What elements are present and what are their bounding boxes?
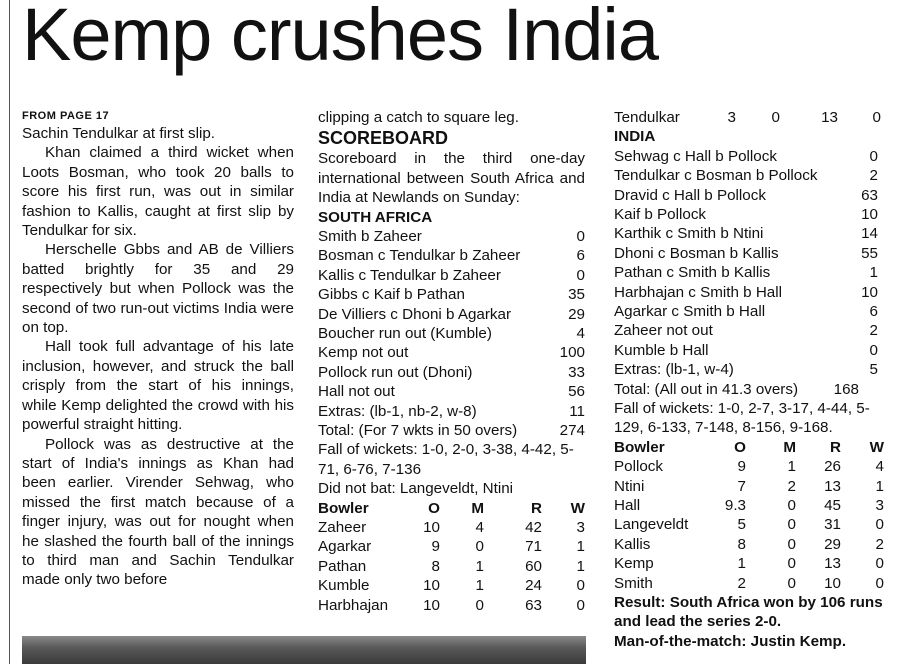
- bowling-row: [614, 535, 884, 554]
- batting-row: [614, 360, 878, 379]
- bowling-row: [614, 477, 884, 496]
- bowling-cell: 8: [737, 535, 746, 553]
- story-paragraph: Herschelle Gbbs and AB de Villiers batted brightly for 35 and 29 respectively but when Pollock was the second of two run-out victims India were on top.: [22, 241, 294, 337]
- batsman-runs: 5: [869, 361, 878, 379]
- bowling-cell: 0: [787, 516, 796, 534]
- bowling-header-cell: W: [869, 438, 884, 456]
- bowling-cell: Ntini: [614, 477, 645, 495]
- batting-row: [614, 166, 878, 185]
- bowling-cell: 9.3: [724, 496, 746, 514]
- bowling-cell: 1: [787, 458, 796, 476]
- bowling-cell: 24: [525, 577, 542, 595]
- batsman-dismissal: Zaheer not out: [614, 322, 713, 340]
- bowling-cell: 2: [875, 535, 884, 553]
- team-heading-south-africa: SOUTH AFRICA: [318, 208, 433, 226]
- bowling-cell: 7: [737, 477, 746, 495]
- batsman-runs: 2: [869, 322, 878, 340]
- bowling-cell: 1: [576, 538, 585, 556]
- batting-row: [318, 246, 585, 265]
- bowling-cell: Pathan: [318, 557, 367, 575]
- bowling-row: [614, 457, 884, 476]
- continued-from-kicker: FROM PAGE 17: [22, 110, 110, 122]
- batsman-runs: 0: [576, 228, 585, 246]
- bowling-cell: 3: [727, 109, 736, 126]
- bowling-cell: 5: [737, 516, 746, 534]
- batsman-dismissal: Extras: (lb-1, nb-2, w-8): [318, 402, 477, 420]
- bowling-cell: 2: [737, 574, 746, 592]
- batting-row: [318, 382, 585, 401]
- batting-row: [614, 341, 878, 360]
- batsman-dismissal: Gibbs c Kaif b Pathan: [318, 286, 465, 304]
- batsman-runs: 0: [869, 147, 878, 165]
- batting-row: [318, 266, 585, 285]
- bowling-cell: 71: [525, 538, 542, 556]
- bowling-cell: Kallis: [614, 535, 651, 553]
- bowling-header-row: [614, 438, 884, 457]
- bowling-row: [614, 515, 884, 534]
- batsman-dismissal: Sehwag c Hall b Pollock: [614, 147, 777, 165]
- story-paragraph: clipping a catch to square leg.: [318, 109, 519, 126]
- story-paragraph: Khan claimed a third wicket when Loots Bosman, who took 20 balls to score his first run, was out in similar fashion to Kallis, caught at first slip by Tendulkar for six.: [22, 144, 294, 240]
- bowling-table-continued: [614, 108, 881, 127]
- batsman-dismissal: Pathan c Smith b Kallis: [614, 264, 771, 282]
- page-border-rule: [9, 0, 10, 664]
- bowling-row: [318, 576, 585, 595]
- bowling-cell: 13: [824, 477, 841, 495]
- bowling-header-cell: M: [783, 438, 796, 456]
- batsman-dismissal: Pollock run out (Dhoni): [318, 363, 473, 381]
- batting-list-south-africa: [318, 227, 585, 421]
- bowling-header-cell: O: [428, 499, 440, 517]
- batting-list-india: [614, 147, 884, 380]
- bowling-cell: 4: [875, 458, 884, 476]
- bowling-cell: Zaheer: [318, 518, 367, 536]
- bowling-cell: 13: [821, 109, 838, 126]
- total-runs: 168: [833, 380, 859, 398]
- did-not-bat: Did not bat: Langeveldt, Ntini: [318, 480, 514, 498]
- batsman-dismissal: Boucher run out (Kumble): [318, 324, 492, 342]
- bowling-cell: 3: [576, 518, 585, 536]
- batting-row: [614, 186, 878, 205]
- batsman-runs: 29: [568, 305, 585, 323]
- batsman-dismissal: Kallis c Tendulkar b Zaheer: [318, 266, 501, 284]
- batsman-runs: 4: [576, 324, 585, 342]
- batsman-runs: 0: [869, 341, 878, 359]
- total-row: [318, 421, 585, 440]
- bowling-cell: 0: [576, 577, 585, 595]
- bowling-row: [318, 518, 585, 537]
- bowling-row: [318, 557, 585, 576]
- batsman-runs: 1: [869, 264, 878, 282]
- batting-row: [614, 147, 878, 166]
- total-label: Total: (For 7 wkts in 50 overs): [318, 421, 518, 439]
- batsman-runs: 10: [861, 283, 878, 301]
- bowling-cell: 13: [824, 555, 841, 573]
- bowling-header-cell: R: [531, 499, 542, 517]
- total-row: [614, 380, 859, 399]
- match-result: Result: South Africa won by 106 runs and lead the series 2-0.: [614, 593, 883, 631]
- batsman-dismissal: Kaif b Pollock: [614, 205, 707, 223]
- story-paragraph: Hall took full advantage of his late inclusion, however, and struck the ball crisply from the start of his innings, while Kemp delighted the crowd with his powerful straight hitting.: [22, 338, 294, 434]
- bowling-cell: Smith: [614, 574, 653, 592]
- batting-row: [318, 402, 585, 421]
- bowling-header-cell: M: [471, 499, 484, 517]
- batsman-runs: 2: [869, 167, 878, 185]
- batsman-dismissal: Smith b Zaheer: [318, 228, 422, 246]
- batting-row: [318, 285, 585, 304]
- bowling-cell: 9: [431, 538, 440, 556]
- bowling-cell: 0: [475, 596, 484, 614]
- batsman-runs: 100: [559, 344, 585, 362]
- batsman-runs: 6: [869, 302, 878, 320]
- bowling-cell: 1: [576, 557, 585, 575]
- bowling-header-cell: O: [734, 438, 746, 456]
- batsman-dismissal: Agarkar c Smith b Hall: [614, 302, 766, 320]
- bowling-cell: 4: [475, 518, 484, 536]
- bowling-cell: Harbhajan: [318, 596, 389, 614]
- bowling-header-cell: Bowler: [614, 438, 665, 456]
- bowling-cell: 0: [875, 574, 884, 592]
- batting-row: [614, 263, 878, 282]
- batting-row: [318, 324, 585, 343]
- batting-row: [614, 302, 878, 321]
- bowling-header-row: [318, 499, 585, 518]
- story-column-3: [614, 108, 884, 651]
- batting-row: [614, 205, 878, 224]
- bowling-cell: 1: [875, 477, 884, 495]
- team-heading-india: INDIA: [614, 128, 656, 146]
- batting-row: [614, 321, 878, 340]
- bowling-cell: 10: [824, 574, 841, 592]
- bowling-cell: 0: [787, 496, 796, 514]
- bowling-header-cell: W: [570, 499, 585, 517]
- batsman-dismissal: Dravid c Hall b Pollock: [614, 186, 766, 204]
- batsman-dismissal: Harbhajan c Smith b Hall: [614, 283, 782, 301]
- batsman-dismissal: Tendulkar c Bosman b Pollock: [614, 167, 818, 185]
- bowling-cell: 0: [875, 516, 884, 534]
- story-column-2: [318, 108, 585, 615]
- bowling-table-south-africa-bowlers: [614, 438, 884, 593]
- batting-row: [318, 343, 585, 362]
- bowling-cell: 1: [475, 577, 484, 595]
- batsman-runs: 14: [861, 225, 878, 243]
- bowling-header-cell: Bowler: [318, 499, 369, 517]
- batting-row: [318, 227, 585, 246]
- bowling-cell: Kemp: [614, 555, 654, 573]
- batting-row: [318, 305, 585, 324]
- batsman-dismissal: Hall not out: [318, 383, 395, 401]
- batsman-dismissal: Kumble b Hall: [614, 341, 709, 359]
- man-of-the-match: Man-of-the-match: Justin Kemp.: [614, 632, 847, 650]
- bowling-table-india-bowlers: [318, 499, 585, 615]
- bowling-cell: 0: [872, 109, 881, 126]
- batsman-dismissal: Dhoni c Bosman b Kallis: [614, 244, 779, 262]
- batsman-runs: 55: [861, 244, 878, 262]
- batsman-runs: 56: [568, 383, 585, 401]
- bowling-row: [318, 596, 585, 615]
- batsman-dismissal: Kemp not out: [318, 344, 409, 362]
- bowling-cell: 0: [576, 596, 585, 614]
- bowling-cell: 26: [824, 458, 841, 476]
- bowling-cell: 9: [737, 458, 746, 476]
- bowling-cell: Agarkar: [318, 538, 372, 556]
- batsman-runs: 0: [576, 266, 585, 284]
- bowling-cell: 0: [787, 574, 796, 592]
- bowling-header-cell: R: [830, 438, 841, 456]
- photo-strip: [22, 636, 586, 664]
- bowling-row: [318, 537, 585, 556]
- batsman-dismissal: Bosman c Tendulkar b Zaheer: [318, 247, 521, 265]
- batting-row: [318, 363, 585, 382]
- batsman-runs: 10: [861, 205, 878, 223]
- batting-row: [614, 224, 878, 243]
- batsman-dismissal: Karthik c Smith b Ntini: [614, 225, 764, 243]
- story-paragraph: Sachin Tendulkar at first slip.: [22, 125, 216, 142]
- bowling-cell: 45: [824, 496, 841, 514]
- bowling-cell: Hall: [614, 496, 641, 514]
- bowling-cell: 0: [787, 535, 796, 553]
- bowling-row: [614, 574, 884, 593]
- total-label: Total: (All out in 41.3 overs): [614, 380, 799, 398]
- bowling-cell: 60: [525, 557, 542, 575]
- bowling-cell: 29: [824, 535, 841, 553]
- batsman-runs: 35: [568, 286, 585, 304]
- scoreboard-intro: Scoreboard in the third one-day international between South Africa and India at Newlands on Sunday:: [318, 150, 585, 207]
- batsman-runs: 33: [568, 363, 585, 381]
- bowling-cell: 10: [423, 518, 440, 536]
- batsman-dismissal: Extras: (lb-1, w-4): [614, 361, 734, 379]
- bowling-cell: 63: [525, 596, 542, 614]
- batsman-dismissal: De Villiers c Dhoni b Agarkar: [318, 305, 512, 323]
- headline: Kemp crushes India: [22, 0, 659, 76]
- bowling-cell: 1: [475, 557, 484, 575]
- fall-of-wickets: Fall of wickets: 1-0, 2-0, 3-38, 4-42, 5-71, 6-76, 7-136: [318, 441, 574, 478]
- bowling-cell: 3: [875, 496, 884, 514]
- bowling-cell: 2: [787, 477, 796, 495]
- bowling-cell: 31: [824, 516, 841, 534]
- bowling-row: [614, 108, 881, 127]
- bowling-cell: 8: [431, 557, 440, 575]
- bowling-cell: 0: [875, 555, 884, 573]
- bowling-cell: 10: [423, 596, 440, 614]
- bowling-cell: Langeveldt: [614, 516, 689, 534]
- batsman-runs: 6: [576, 247, 585, 265]
- bowling-cell: 42: [525, 518, 542, 536]
- story-column-1: [22, 108, 294, 590]
- story-paragraph: Pollock was as destructive at the start of India's innings as Khan had been earlier. Virender Sehwag, who missed the first match because of a finger injury, was out for nought when he slashed the fourth ball of the innings to third man and Sachin Tendulkar made only two before: [22, 435, 294, 589]
- batting-row: [614, 244, 878, 263]
- bowling-cell: Tendulkar: [614, 109, 680, 126]
- bowling-cell: Pollock: [614, 458, 663, 476]
- batting-row: [614, 283, 878, 302]
- bowling-cell: 0: [787, 555, 796, 573]
- scoreboard-heading: SCOREBOARD: [318, 128, 449, 149]
- bowling-cell: 10: [423, 577, 440, 595]
- bowling-cell: 1: [737, 555, 746, 573]
- batsman-runs: 63: [861, 186, 878, 204]
- bowling-row: [614, 496, 884, 515]
- bowling-cell: 0: [475, 538, 484, 556]
- bowling-cell: Kumble: [318, 577, 370, 595]
- batsman-runs: 11: [569, 402, 585, 420]
- total-runs: 274: [559, 421, 585, 439]
- fall-of-wickets: Fall of wickets: 1-0, 2-7, 3-17, 4-44, 5-129, 6-133, 7-148, 8-156, 9-168.: [614, 399, 870, 437]
- bowling-row: [614, 554, 884, 573]
- bowling-cell: 0: [771, 109, 780, 126]
